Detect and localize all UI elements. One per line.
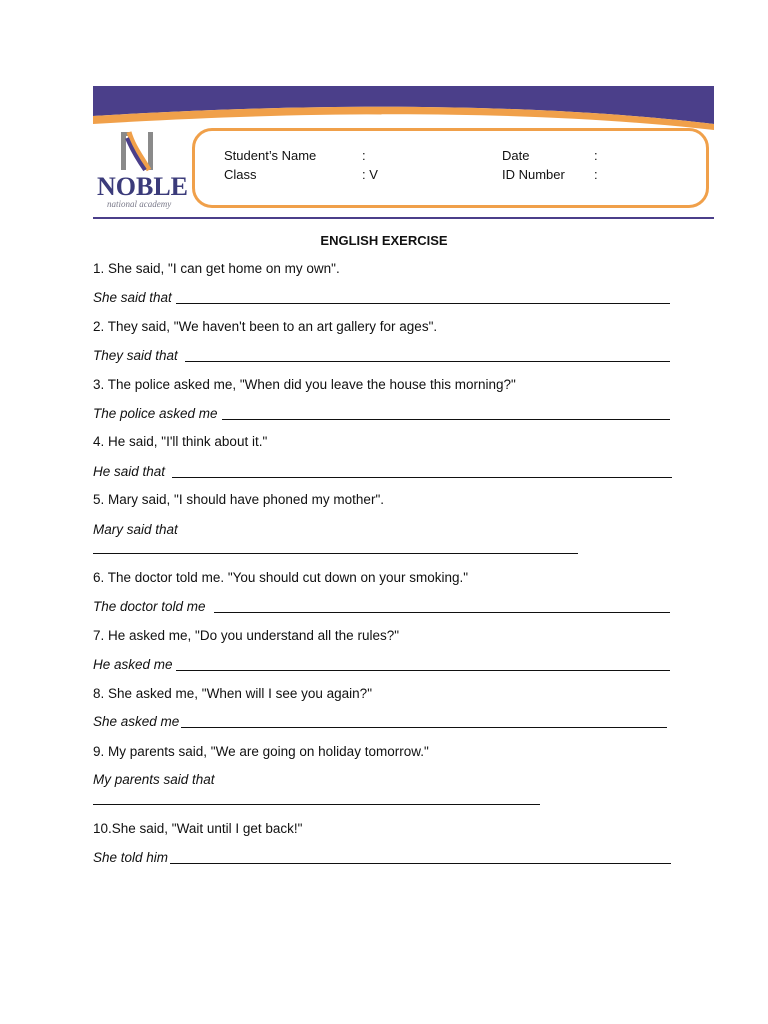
answer-prompt-5: Mary said that xyxy=(93,522,178,537)
class-value: : V xyxy=(362,167,378,182)
answer-line-10[interactable] xyxy=(170,863,671,864)
question-7: 7. He asked me, "Do you understand all the rules?" xyxy=(93,628,400,643)
answer-line-4[interactable] xyxy=(172,477,672,478)
logo-mark-icon xyxy=(93,126,193,176)
answer-prompt-7: He asked me xyxy=(93,657,173,672)
answer-line-1[interactable] xyxy=(176,303,670,304)
answer-prompt-2: They said that xyxy=(93,348,178,363)
student-name-colon: : xyxy=(362,148,366,163)
question-9: 9. My parents said, "We are going on holiday tomorrow." xyxy=(93,744,429,759)
header-divider xyxy=(93,217,714,219)
question-2: 2. They said, "We haven't been to an art gallery for ages". xyxy=(93,319,438,334)
id-number-colon: : xyxy=(594,167,598,182)
question-6: 6. The doctor told me. "You should cut down on your smoking." xyxy=(93,570,469,585)
answer-prompt-6: The doctor told me xyxy=(93,599,206,614)
answer-line-2[interactable] xyxy=(185,361,670,362)
question-1: 1. She said, "I can get home on my own". xyxy=(93,261,340,276)
answer-prompt-8: She asked me xyxy=(93,714,180,729)
student-name-label: Student’s Name xyxy=(224,148,317,163)
question-3: 3. The police asked me, "When did you leave the house this morning?" xyxy=(93,377,516,392)
question-5: 5. Mary said, "I should have phoned my mother". xyxy=(93,492,384,507)
date-label: Date xyxy=(502,148,530,163)
logo-subtitle: national academy xyxy=(107,199,172,209)
answer-line-3[interactable] xyxy=(222,419,670,420)
answer-line-5[interactable] xyxy=(93,553,578,554)
question-4: 4. He said, "I'll think about it." xyxy=(93,434,268,449)
class-label: Class xyxy=(224,167,257,182)
answer-prompt-3: The police asked me xyxy=(93,406,218,421)
logo-name: NOBLE xyxy=(97,172,189,201)
id-number-label: ID Number xyxy=(502,167,565,182)
question-8: 8. She asked me, "When will I see you again?" xyxy=(93,686,372,701)
answer-line-6[interactable] xyxy=(214,612,670,613)
answer-prompt-9: My parents said that xyxy=(93,772,215,787)
answer-prompt-1: She said that xyxy=(93,290,172,305)
answer-prompt-4: He said that xyxy=(93,464,166,479)
student-info-box xyxy=(192,128,709,208)
answer-line-9[interactable] xyxy=(93,804,540,805)
answer-line-7[interactable] xyxy=(176,670,670,671)
date-colon: : xyxy=(594,148,598,163)
answer-prompt-10: She told him xyxy=(93,850,169,865)
page-title: ENGLISH EXERCISE xyxy=(320,233,448,248)
answer-line-8[interactable] xyxy=(181,727,667,728)
question-10: 10.She said, "Wait until I get back!" xyxy=(93,821,303,836)
